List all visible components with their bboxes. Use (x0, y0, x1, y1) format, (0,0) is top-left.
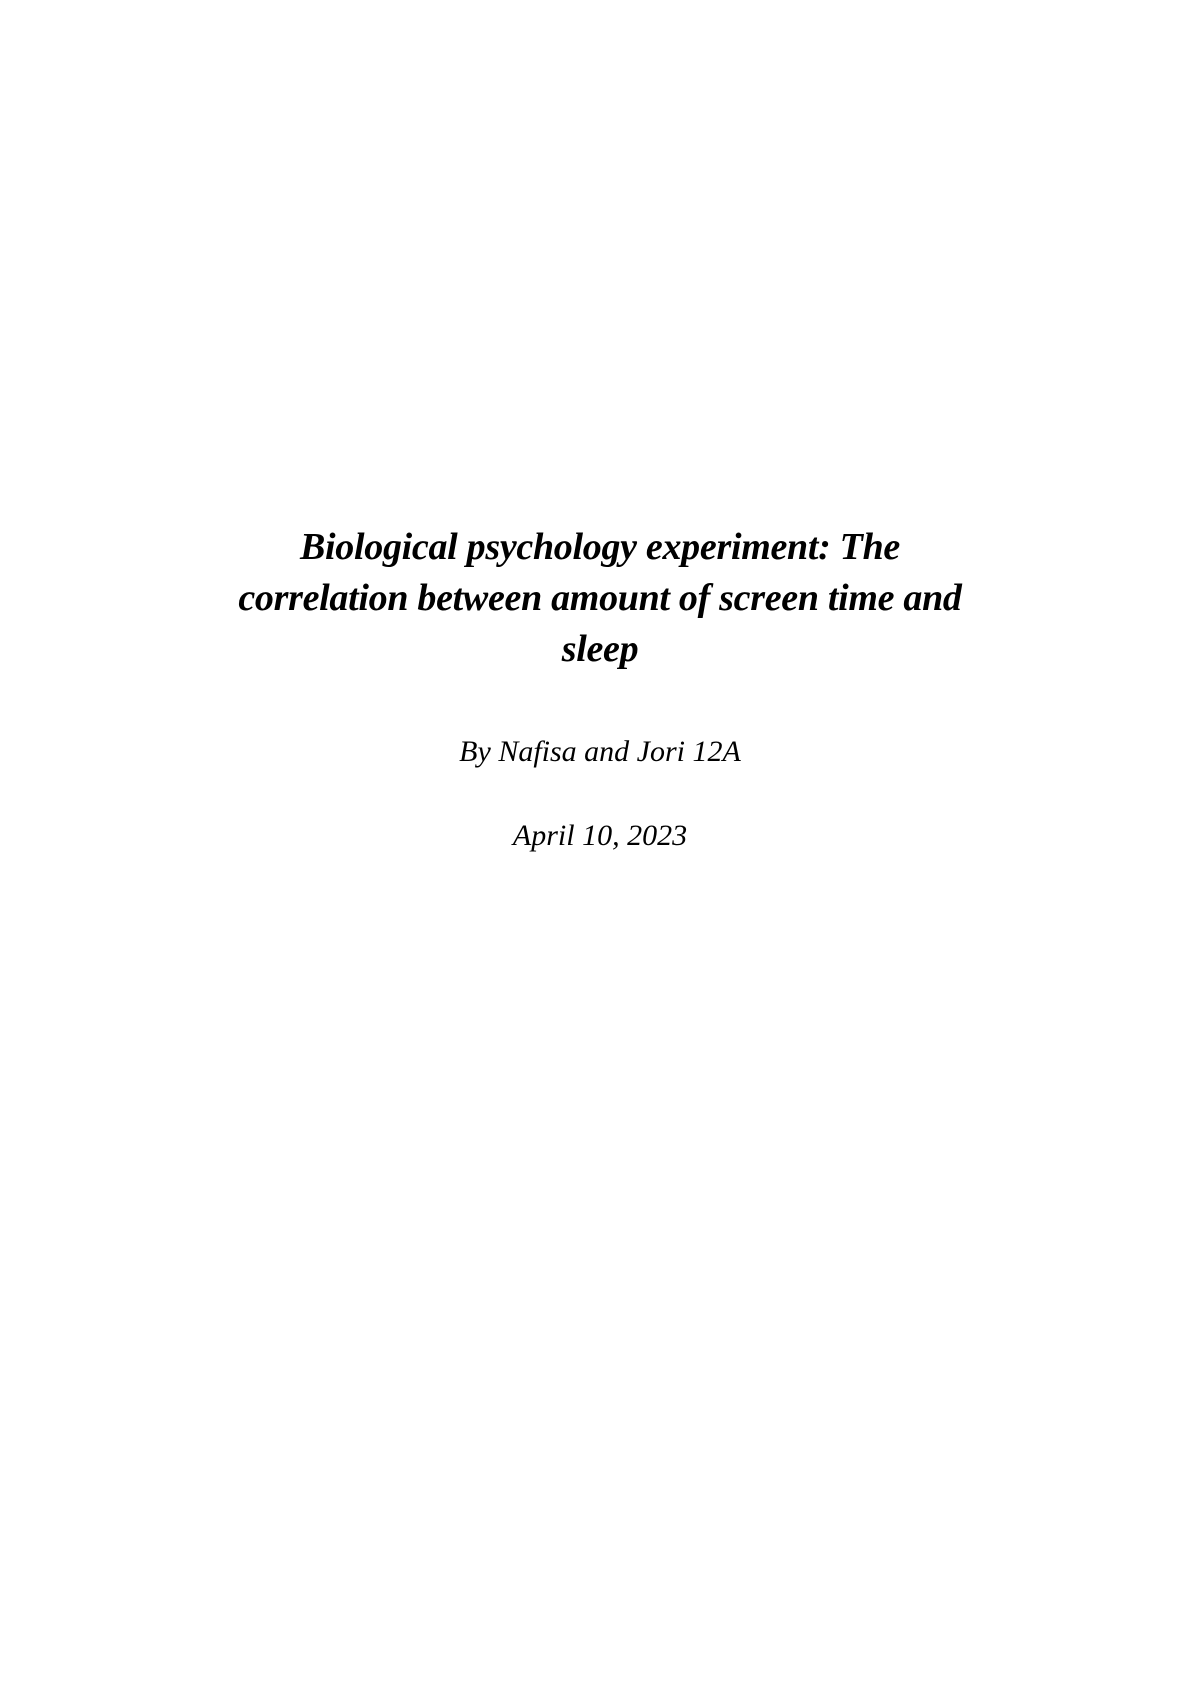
title-line-2: correlation between amount of screen time and (238, 577, 962, 619)
document-date: April 10, 2023 (512, 819, 688, 852)
title-line-1: Biological psychology experiment: The (300, 526, 900, 568)
author-byline: By Nafisa and Jori 12A (459, 735, 741, 768)
document-title (150, 522, 1050, 675)
title-block (150, 522, 1050, 675)
title-line-3: sleep (561, 628, 639, 670)
